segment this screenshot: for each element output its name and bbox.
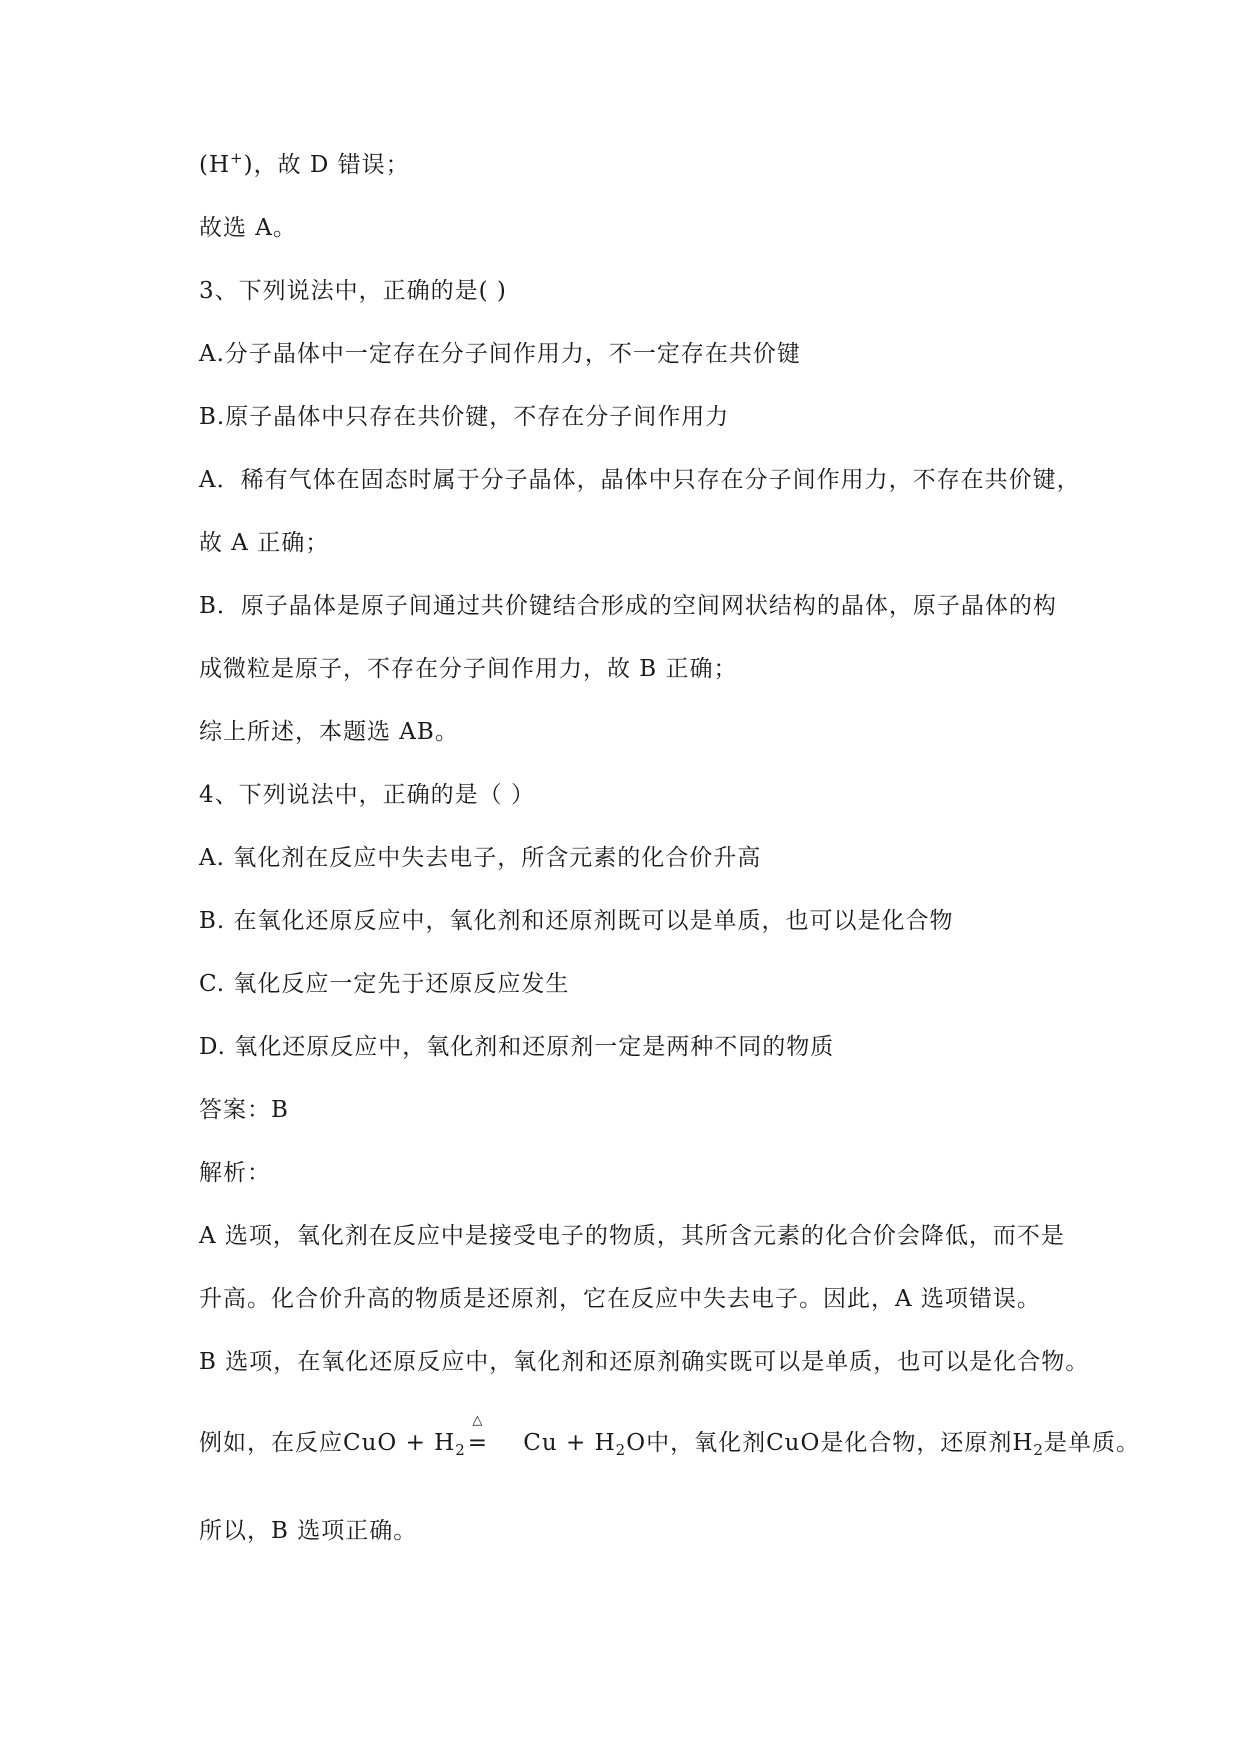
option-d: D. 氧化还原反应中，氧化剂和还原剂一定是两种不同的物质 bbox=[199, 1034, 835, 1060]
question-4-title: 4、下列说法中，正确的是（ ） bbox=[199, 782, 535, 808]
paragraph-line: 综上所述，本题选 AB。 bbox=[199, 719, 459, 745]
option-a: A.分子晶体中一定存在分子间作用力，不一定存在共价键 bbox=[199, 341, 801, 367]
paragraph-line: 升高。化合价升高的物质是还原剂，它在反应中失去电子。因此，A 选项错误。 bbox=[199, 1286, 1041, 1312]
heat-equals-sign: △ = bbox=[467, 1413, 489, 1456]
option-a: A. 氧化剂在反应中失去电子，所含元素的化合价升高 bbox=[199, 845, 762, 871]
paragraph-line: (H+)，故 D 错误； bbox=[199, 149, 410, 178]
paragraph-line: B．原子晶体是原子间通过共价键结合形成的空间网状结构的晶体，原子晶体的构 bbox=[199, 593, 1057, 619]
reaction-equation: CuO + $H_2$ △ = $Cu + H_2O$ bbox=[343, 1413, 647, 1459]
option-c: C. 氧化反应一定先于还原反应发生 bbox=[199, 971, 570, 997]
paragraph-line: 故选 A。 bbox=[199, 215, 297, 241]
equation-line: 例如，在反应CuO + $H_2$ △ = $Cu + H_2O$中，氧化剂CuO是化合物，还原剂$H_2$是单质。 bbox=[199, 1413, 1140, 1459]
analysis-heading: 解析： bbox=[199, 1160, 271, 1186]
answer-line: 答案：B bbox=[199, 1097, 289, 1123]
paragraph-line: A 选项，氧化剂在反应中是接受电子的物质，其所含元素的化合价会降低，而不是 bbox=[199, 1223, 1065, 1249]
ion-formula: (H+) bbox=[199, 149, 254, 178]
paragraph-line: A．稀有气体在固态时属于分子晶体，晶体中只存在分子间作用力，不存在共价键， bbox=[199, 467, 1081, 493]
paragraph-line: 故 A 正确； bbox=[199, 530, 330, 556]
paragraph-line: 所以，B 选项正确。 bbox=[199, 1518, 418, 1544]
question-3-title: 3、下列说法中，正确的是( ) bbox=[199, 278, 507, 304]
paragraph-line: B 选项，在氧化还原反应中，氧化剂和还原剂确实既可以是单质，也可以是化合物。 bbox=[199, 1349, 1090, 1375]
paragraph-line: 成微粒是原子，不存在分子间作用力，故 B 正确； bbox=[199, 656, 738, 682]
option-b: B.原子晶体中只存在共价键，不存在分子间作用力 bbox=[199, 404, 730, 430]
option-b: B. 在氧化还原反应中，氧化剂和还原剂既可以是单质，也可以是化合物 bbox=[199, 908, 954, 934]
